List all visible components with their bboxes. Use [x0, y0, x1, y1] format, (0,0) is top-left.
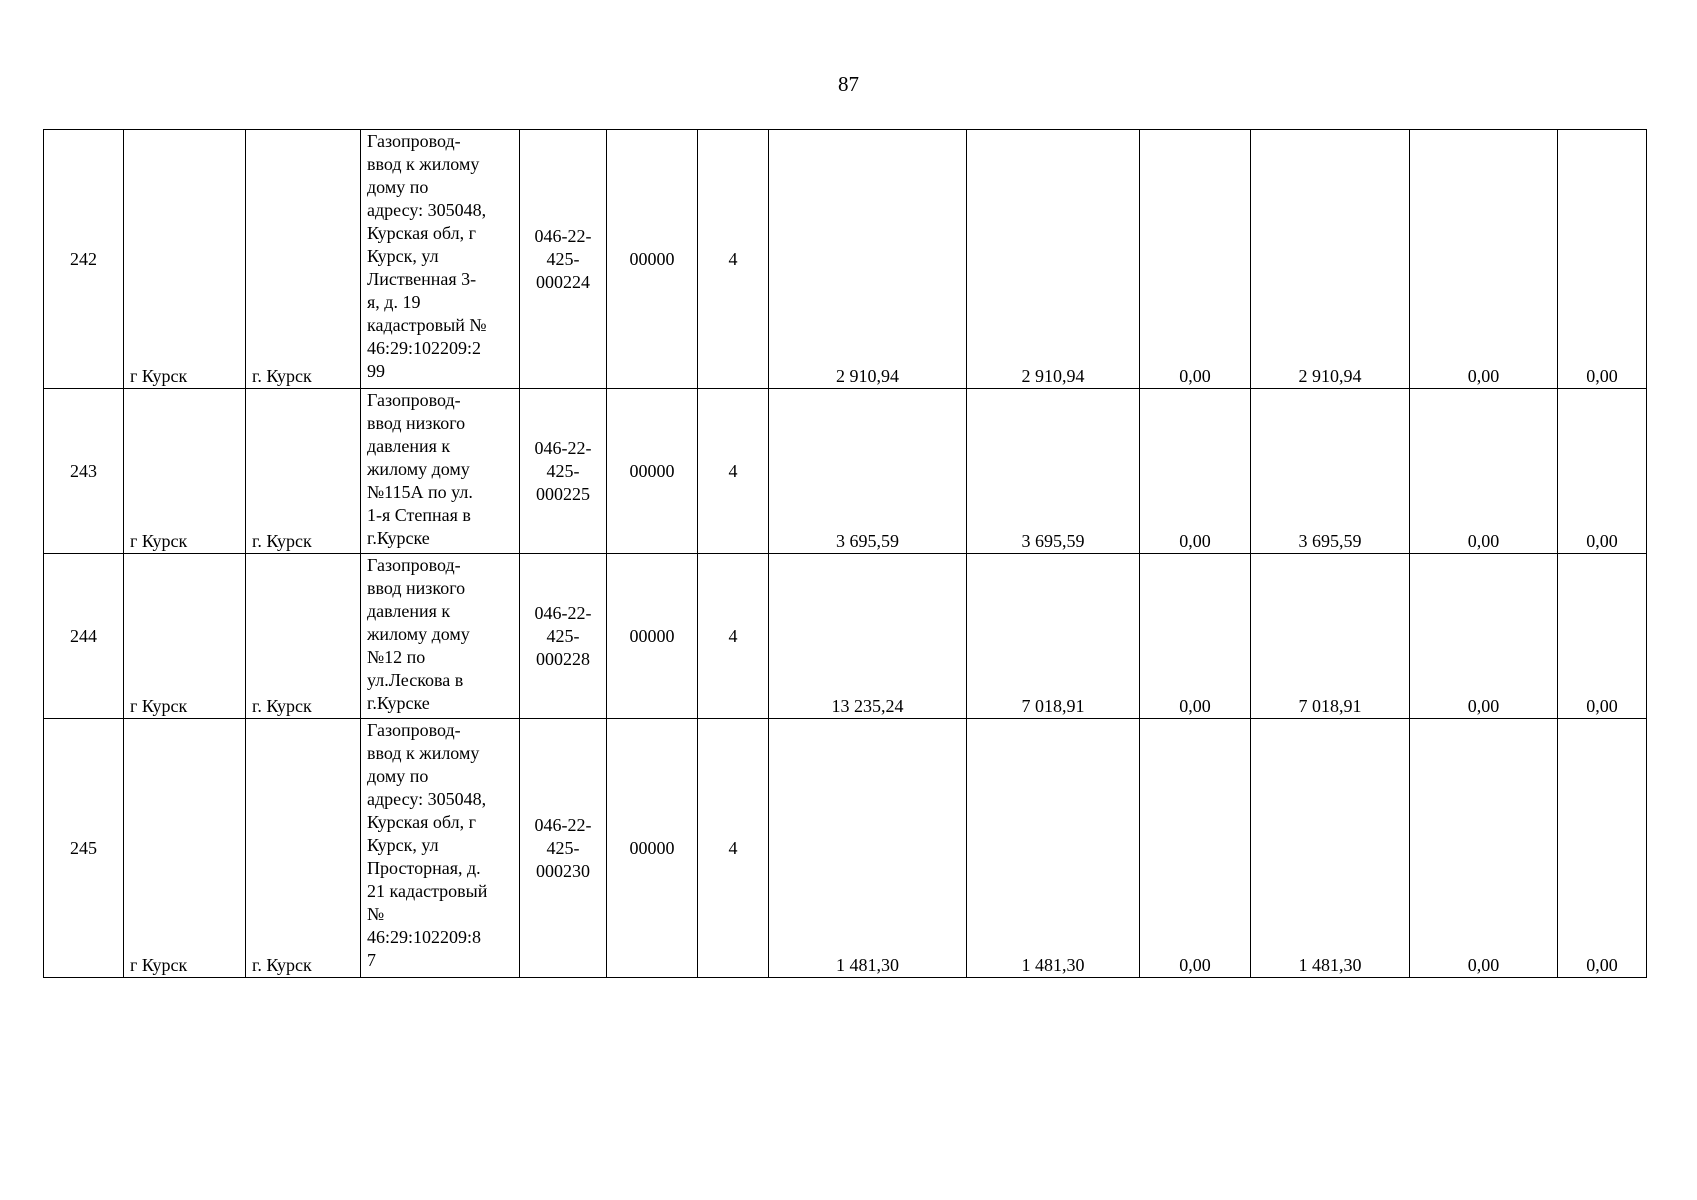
value-cell-4: 2 910,94	[1251, 130, 1410, 389]
asset-registry-table	[43, 129, 1647, 978]
value-cell-5: 0,00	[1410, 719, 1558, 978]
value-cell-3: 0,00	[1140, 389, 1251, 554]
group-cell: 4	[698, 130, 769, 389]
value-cell-2: 2 910,94	[967, 130, 1140, 389]
page-number: 87	[838, 72, 859, 96]
inventory-number-cell: 046-22- 425- 000230	[520, 719, 607, 978]
group-cell: 4	[698, 554, 769, 719]
inventory-number-cell: 046-22- 425- 000224	[520, 130, 607, 389]
value-cell-4: 1 481,30	[1251, 719, 1410, 978]
settlement-cell: г. Курск	[246, 554, 361, 719]
row-number: 243	[44, 389, 124, 554]
code-cell: 00000	[607, 389, 698, 554]
city-cell: г Курск	[124, 389, 246, 554]
value-cell-6: 0,00	[1558, 719, 1647, 978]
settlement-cell: г. Курск	[246, 719, 361, 978]
value-cell-3: 0,00	[1140, 130, 1251, 389]
value-cell-2: 3 695,59	[967, 389, 1140, 554]
value-cell-5: 0,00	[1410, 130, 1558, 389]
value-cell-1: 1 481,30	[769, 719, 967, 978]
value-cell-6: 0,00	[1558, 554, 1647, 719]
value-cell-3: 0,00	[1140, 554, 1251, 719]
value-cell-4: 7 018,91	[1251, 554, 1410, 719]
code-cell: 00000	[607, 719, 698, 978]
inventory-number-cell: 046-22- 425- 000228	[520, 554, 607, 719]
code-cell: 00000	[607, 554, 698, 719]
inventory-number-cell: 046-22- 425- 000225	[520, 389, 607, 554]
value-cell-5: 0,00	[1410, 554, 1558, 719]
value-cell-2: 7 018,91	[967, 554, 1140, 719]
city-cell: г Курск	[124, 554, 246, 719]
object-name-cell: Газопровод- ввод низкого давления к жилому дому №115А по ул. 1-я Степная в г.Курске	[361, 389, 520, 554]
object-name-cell: Газопровод- ввод к жилому дому по адресу: 305048, Курская обл, г Курск, ул Просторная, д. 21 кадастровый № 46:29:102209:8 7	[361, 719, 520, 978]
row-number: 245	[44, 719, 124, 978]
value-cell-1: 3 695,59	[769, 389, 967, 554]
value-cell-6: 0,00	[1558, 130, 1647, 389]
city-cell: г Курск	[124, 130, 246, 389]
value-cell-1: 13 235,24	[769, 554, 967, 719]
table-row	[44, 130, 1647, 389]
settlement-cell: г. Курск	[246, 130, 361, 389]
settlement-cell: г. Курск	[246, 389, 361, 554]
table-row	[44, 554, 1647, 719]
row-number: 244	[44, 554, 124, 719]
value-cell-2: 1 481,30	[967, 719, 1140, 978]
object-name-cell: Газопровод- ввод к жилому дому по адресу: 305048, Курская обл, г Курск, ул Лиственная 3- я, д. 19 кадастровый № 46:29:102209:2 99	[361, 130, 520, 389]
value-cell-1: 2 910,94	[769, 130, 967, 389]
row-number: 242	[44, 130, 124, 389]
code-cell: 00000	[607, 130, 698, 389]
group-cell: 4	[698, 389, 769, 554]
city-cell: г Курск	[124, 719, 246, 978]
table-row	[44, 719, 1647, 978]
value-cell-3: 0,00	[1140, 719, 1251, 978]
group-cell: 4	[698, 719, 769, 978]
table-row	[44, 389, 1647, 554]
value-cell-6: 0,00	[1558, 389, 1647, 554]
object-name-cell: Газопровод- ввод низкого давления к жилому дому №12 по ул.Лескова в г.Курске	[361, 554, 520, 719]
value-cell-4: 3 695,59	[1251, 389, 1410, 554]
value-cell-5: 0,00	[1410, 389, 1558, 554]
